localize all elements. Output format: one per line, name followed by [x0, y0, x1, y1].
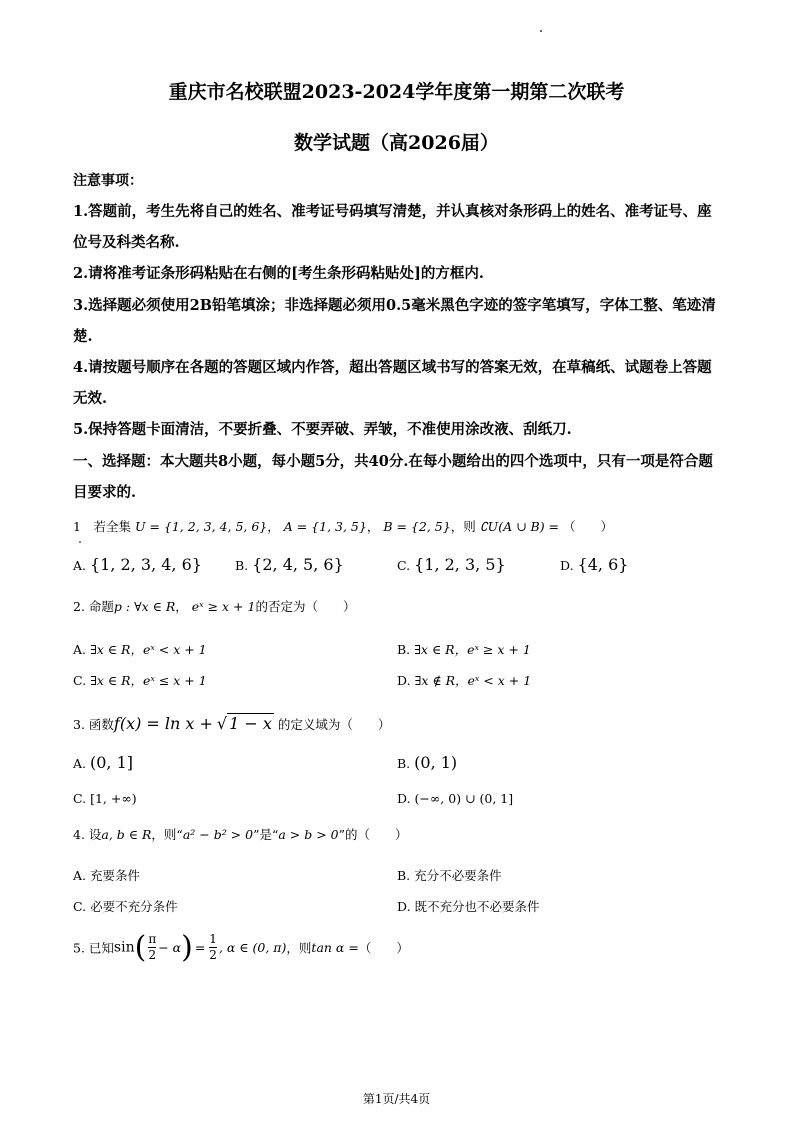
q2-inequality: eˣ ≥ x + 1	[191, 599, 256, 614]
question-5	[73, 930, 409, 965]
q1-universal-set: U = {1, 2, 3, 4, 5, 6}	[134, 519, 268, 534]
q5-domain: , α ∈ (0, π)	[218, 940, 287, 955]
q5-fraction-1-2: $\frac{1}{2}$	[209, 932, 217, 962]
q3-option-d: D. (−∞, 0) ∪ (0, 1]	[397, 791, 514, 806]
q3-suffix: 的定义域为（ ）	[277, 717, 391, 732]
q1-set-b: B = {2, 5}	[383, 519, 451, 534]
q5-equals: =	[194, 940, 206, 955]
scan-mark	[79, 541, 81, 543]
q4-condition-1: a² − b² > 0	[182, 827, 254, 842]
q3-option-c: C. [1, +∞)	[73, 791, 137, 806]
q1-option-a: A. {1, 2, 3, 4, 6}	[73, 555, 202, 574]
section-heading: 一、选择题：本大题共8小题，每小题5分，共40分.在每小题给出的四个选项中，只有一项是符合题目要求的.	[73, 453, 713, 501]
q1-set-a: A = {1, 3, 5}	[283, 519, 367, 534]
q5-fraction-pi-2: $\frac{\pi}{2}$	[148, 932, 157, 962]
q3-option-a: A. (0, 1]	[73, 753, 134, 772]
note-item: 2.请将准考证条形码粘贴在右侧的[考生条形码粘贴处]的方框内.	[73, 265, 484, 282]
question-3	[73, 714, 390, 733]
q4-option-b: B. 充分不必要条件	[397, 868, 502, 883]
q5-tan: tan α =	[311, 940, 359, 955]
q5-blank: （ ）	[358, 940, 409, 956]
scan-mark	[540, 30, 542, 32]
q2-option-d: D. ∃x ∉ R，eˣ < x + 1	[397, 673, 532, 688]
question-2: 2. 命题p : ∀x ∈ R， eˣ ≥ x + 1的否定为（ ）	[73, 599, 356, 614]
q1-option-d: D. {4, 6}	[560, 555, 629, 574]
q5-prefix: 5. 已知	[73, 940, 114, 956]
q2-option-c: C. ∃x ∈ R，eˣ ≤ x + 1	[73, 673, 207, 688]
q4-mid1: ，则“	[151, 827, 183, 842]
q1-prefix: 1 若全集	[73, 519, 131, 534]
q2-proposition: p : ∀x ∈ R	[113, 599, 176, 614]
q2-prefix: 2. 命题	[73, 599, 114, 614]
q2-option-a: A. ∃x ∈ R，eˣ < x + 1	[73, 642, 207, 657]
note-item: 1.答题前，考生先将自己的姓名、准考证号码填写清楚，并认真核对条形码上的姓名、准考证号、座位号及科类名称.	[73, 203, 712, 251]
notes-heading: 注意事项：	[73, 173, 143, 189]
q4-option-d: D. 既不充分也不必要条件	[397, 899, 540, 914]
q5-left-paren: (	[134, 930, 147, 965]
q4-condition-2: a > b > 0	[278, 827, 339, 842]
q4-suffix: ”的（ ）	[338, 827, 408, 842]
note-item: 4.请按题号顺序在各题的答题区域内作答，超出答题区域书写的答案无效，在草稿纸、试题卷上答题无效.	[73, 359, 712, 407]
q4-mid2: ”是“	[253, 827, 279, 842]
q1-option-b: B. {2, 4, 5, 6}	[235, 555, 344, 574]
page-number: 第1页/共4页	[362, 1092, 431, 1106]
q2-option-b: B. ∃x ∈ R，eˣ ≥ x + 1	[397, 642, 531, 657]
note-item: 5.保持答题卡面清洁，不要折叠、不要弄破、弄皱，不准使用涂改液、刮纸刀.	[73, 421, 572, 438]
q4-option-a: A. 充要条件	[73, 868, 141, 883]
q5-right-paren: )	[181, 930, 193, 965]
q3-function: f(x) = ln x +	[113, 714, 213, 733]
q1-expression: ∁U(A ∪ B) =	[479, 519, 560, 534]
q4-vars: a, b ∈ R	[101, 827, 152, 842]
note-item: 3.选择题必须使用2B铅笔填涂；非选择题必须用0.5毫米黑色字迹的签字笔填写，字体工整、笔迹清楚.	[73, 297, 716, 345]
q5-sin: sin	[113, 939, 135, 956]
q1-option-c: C. {1, 2, 3, 5}	[397, 555, 506, 574]
question-1: 1 若全集 U = {1, 2, 3, 4, 5, 6}， A = {1, 3, 5}， B = {2, 5}，则 ∁U(A ∪ B) = （ ）	[73, 519, 614, 534]
q2-suffix: 的否定为（ ）	[255, 599, 356, 614]
q1-blank: （ ）	[563, 519, 614, 534]
q4-prefix: 4. 设	[73, 827, 102, 842]
exam-subtitle: 数学试题（高2026届）	[294, 132, 499, 154]
q3-radical: √ 1 − x	[216, 714, 272, 733]
question-4	[73, 825, 408, 843]
q3-prefix: 3. 函数	[73, 717, 114, 732]
q4-option-c: C. 必要不充分条件	[73, 899, 178, 914]
q1-then: ，则	[450, 519, 476, 534]
q3-option-b: B. (0, 1)	[397, 753, 458, 772]
exam-title: 重庆市名校联盟2023-2024学年度第一期第二次联考	[168, 81, 625, 103]
q5-minus-alpha: − α	[158, 940, 182, 955]
q5-then: ，则	[286, 940, 312, 956]
